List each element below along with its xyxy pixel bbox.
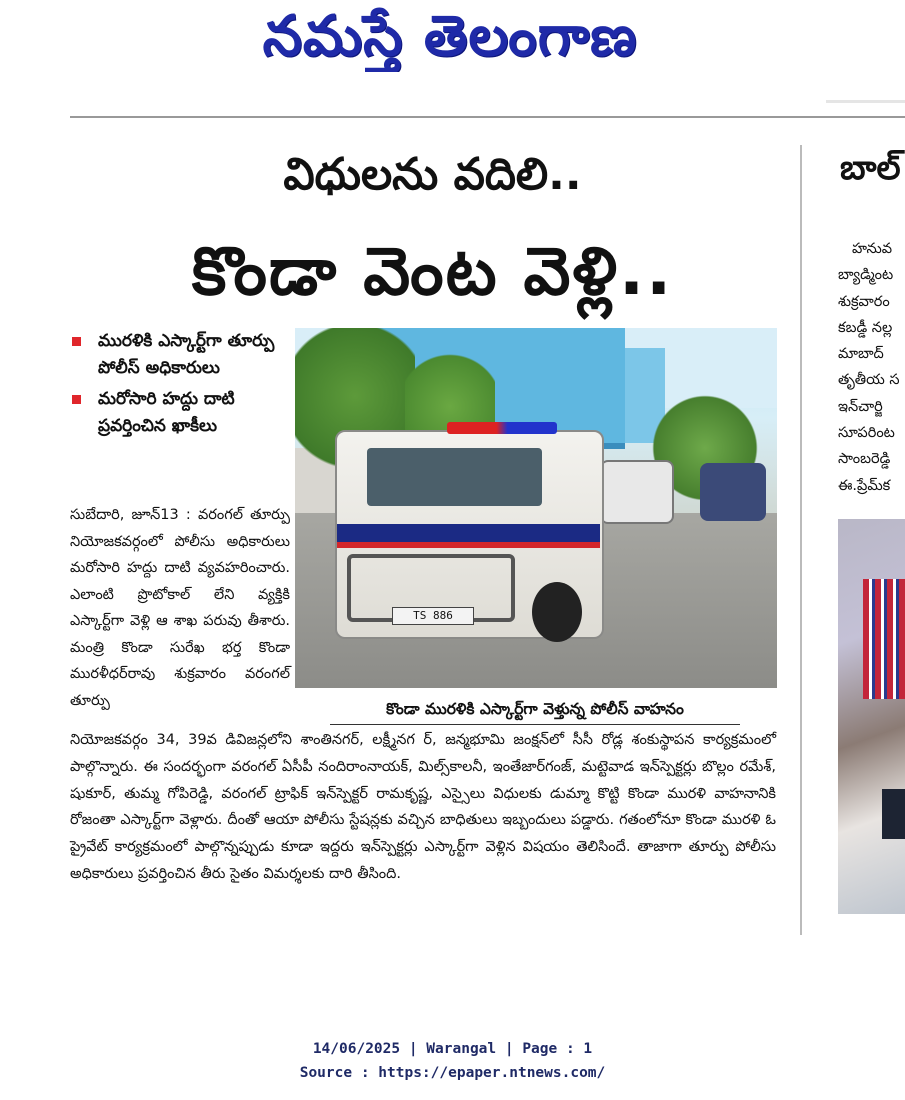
headline-line-2: కొండా వెంట వెళ్లి.. [191,233,674,310]
adjacent-photo [838,519,905,914]
adjacent-article-column [808,0,905,940]
siren-lightbar [447,422,557,434]
photo-person-shirt [863,579,905,699]
adjacent-text-line: సాంబరెడ్డి [838,451,891,468]
number-plate: TS 886 [392,607,474,625]
bullet-square-icon [72,337,81,346]
police-stripe-red [337,542,600,548]
bullet-square-icon [72,395,81,404]
adjacent-text [838,236,905,499]
adjacent-text-line: మాబాద్ [838,346,884,363]
bullet-text: మురళికి ఎస్కార్ట్‌గా తూర్పు పోలీస్ అధికారులు [98,331,275,378]
adjacent-headline: బాల్ [840,148,901,188]
column-divider [800,145,802,935]
adjacent-text-line: ఇన్‌చార్జి [838,398,883,415]
adjacent-text-line: కబడ్డీ నల్ల [838,319,893,336]
windshield [367,448,542,506]
page-footer [0,1037,905,1085]
newspaper-logo: నమస్తే తెలంగాణ [262,4,638,69]
adjacent-text-line: సూపరింట [838,425,895,442]
photo-blue-suv [700,463,766,521]
photo-white-suv [600,460,674,524]
adjacent-text-line: శుక్రవారం [838,293,890,310]
masthead [0,0,905,80]
bullet-item [70,328,290,382]
footer-source: Source : https://epaper.ntnews.com/ [299,1065,606,1081]
wheel [532,582,582,642]
police-stripe [337,524,600,542]
body-paragraph: నియోజకవర్గం 34, 39వ డివిజన్లలోని శాంతినగర్, లక్ష్మీనగ ర్, జన్మభూమి జంక్షన్‌లో సీసీ రోడ్ల శంకుస్థాపన కార్యక్రమంలో పాల్గొన్నారు. ఈ సందర్భంగా వరంగల్ ఏసీపీ నందిరాంనాయక్, మిల్స్‌కాలనీ, ఇంతేజార్‌గంజ్, మట్టెవాడ ఇన్‌స్పెక్టర్లు బొల్లం రమేశ్, షుకూర్, తుమ్మ గోపిరెడ్డి, వరంగల్ ట్రాఫిక్ ఇన్‌స్పెక్టర్ రామకృష్ణ, ఎస్సైలు విధులకు డుమ్మా కొట్టి కొండా మురళి వాహనానికి రోజంతా ఎస్కార్ట్‌గా వెళ్లారు. దీంతో ఆయా పోలీసు స్టేషన్లకు వచ్చిన బాధితులు ఇబ్బందులు పడ్డారు. గతంలోనూ కొండా మురళి ఓ ప్రైవేట్ కార్యక్రమంలో పాల్గొన్నప్పుడు కూడా ఇద్దరు ఇన్‌స్పెక్టర్లు ఎస్కార్ట్‌గా వెళ్లిన విషయం తెలిసిందే. తాజాగా తూర్పు పోలీసు అధికారులు ప్రవర్తించిన తీరు సైతం విమర్శలకు దారి తీసింది. [70,732,776,882]
top-divider [70,116,905,118]
adjacent-text-line: ఈ.ప్రేమ్‌క [838,477,891,494]
photo-caption: కొండా మురళికి ఎస్కార్ట్‌గా వెళ్తున్న పోలీస్ వాహనం [330,694,740,725]
headline-line-1: విధులను వదిలి.. [283,149,582,200]
lead-paragraph: సుబేదారి, జూన్13 : వరంగల్ తూర్పు నియోజకవర్గంలో పోలీసు అధికారులు మరోసారి హద్దు దాటి వ్యవహరించారు. ఎలాంటి ప్రొటోకాల్ లేని వ్యక్తికి ఎస్కార్ట్‌గా వెళ్లి ఆ శాఖ పరువు తీశారు. మంత్రి కొండా సురేఖ భర్త కొండా మురళీధర్‌రావు శుక్రవారం వరంగల్ తూర్పు [70,507,290,709]
adjacent-text-line: బ్యాడ్మింట [838,267,894,284]
bullet-item [70,386,290,440]
subheadline-bullets [70,328,290,444]
footer-dateline: 14/06/2025 | Warangal | Page : 1 [312,1041,593,1057]
bullet-text: మరోసారి హద్దు దాటి ప్రవర్తించిన ఖాకీలు [98,389,235,436]
news-photo-police-vehicle [295,328,777,688]
photo-person-arm [882,789,905,839]
adjacent-text-line: తృతీయ స [838,372,900,389]
adjacent-text-line: హనువ [852,241,893,257]
photo-police-jeep [335,430,604,639]
